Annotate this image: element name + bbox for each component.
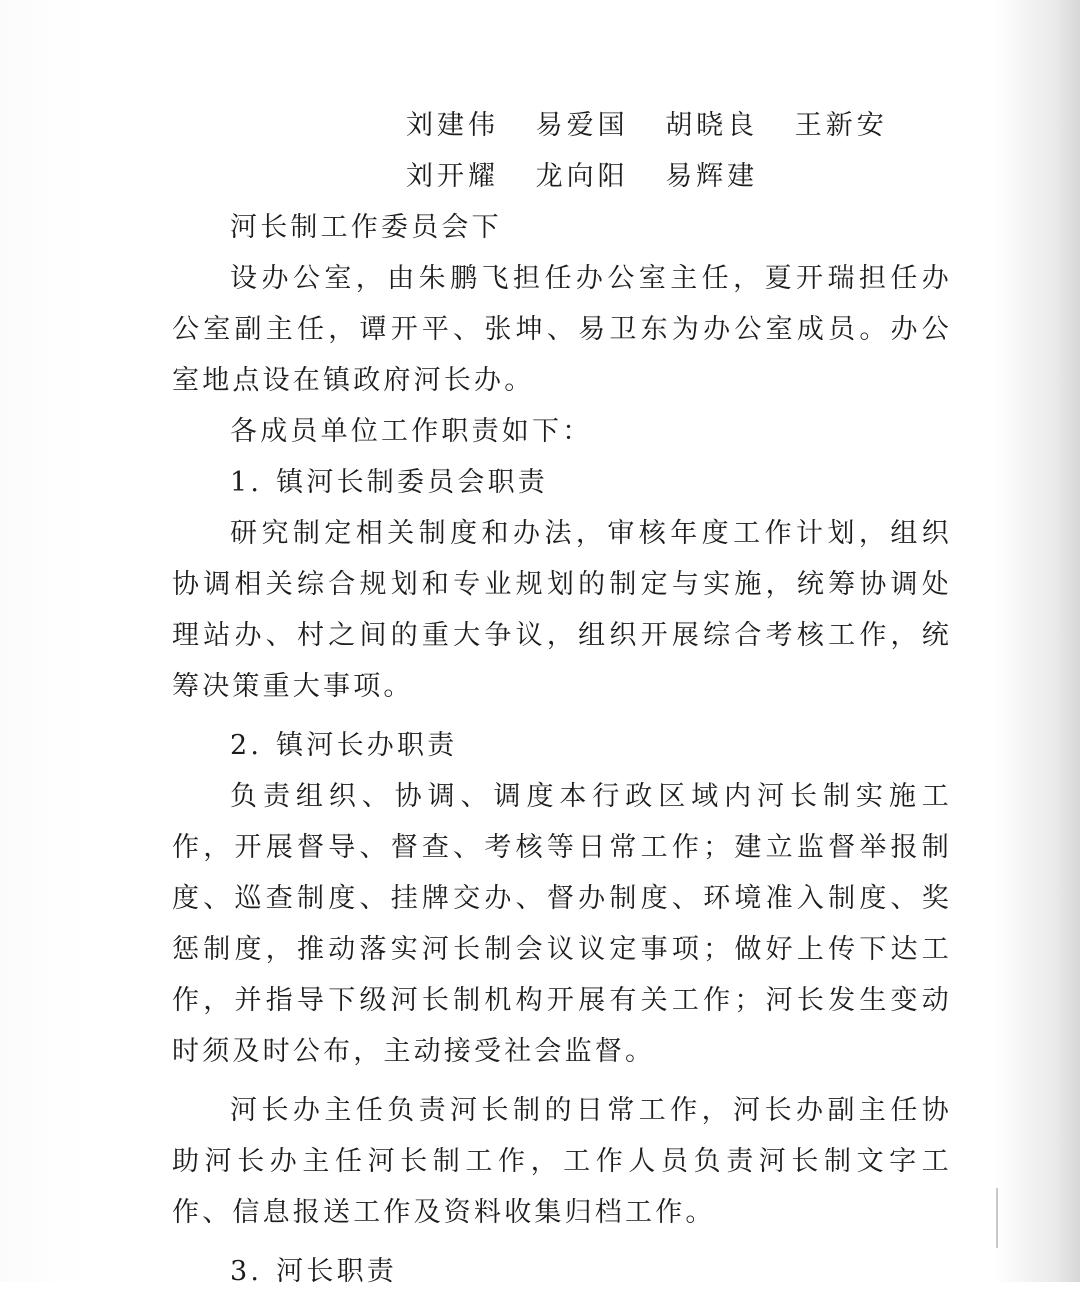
member-names-row-2 [172, 151, 952, 202]
section-2-paragraph-b: 河长办主任负责河长制的日常工作，河长办副主任协助河长办主任河长制工作，工作人员负责河长制文字工作、信息报送工作及资料收集归档工作。 [172, 1095, 952, 1228]
member-name: 易辉建 [665, 161, 759, 192]
committee-line: 河长制工作委员会下 [230, 212, 502, 243]
section-1-paragraph: 研究制定相关制度和办法，审核年度工作计划，组织协调相关综合规划和专业规划的制定与实施，统筹协调处理站办、村之间的重大争议，组织开展综合考核工作，统筹决策重大事项。 [172, 518, 952, 702]
section-number: 1. [230, 467, 263, 498]
office-paragraph: 设办公室，由朱鹏飞担任办公室主任，夏开瑞担任办公室副主任，谭开平、张坤、易卫东为办公室成员。办公室地点设在镇政府河长办。 [172, 263, 952, 396]
member-name: 易爱国 [535, 110, 629, 141]
section-3-heading [172, 1246, 952, 1297]
section-title: 镇河长制委员会职责 [276, 467, 548, 498]
section-title: 镇河长办职责 [276, 730, 458, 761]
section-1-heading [172, 457, 952, 508]
member-name: 刘开耀 [406, 161, 499, 192]
member-name: 龙向阳 [535, 161, 629, 192]
section-2-heading [172, 720, 952, 771]
document-body [172, 100, 952, 1297]
section-2-paragraph-a: 负责组织、协调、调度本行政区域内河长制实施工作，开展督导、督查、考核等日常工作；建立监督举报制度、巡查制度、挂牌交办、督办制度、环境准入制度、奖惩制度，推动落实河长制会议议定事项；做好上传下达工作，并指导下级河长制机构开展有关工作；河长发生变动时须及时公布，主动接受社会监督。 [172, 781, 952, 1067]
section-title: 河长职责 [276, 1256, 397, 1287]
page-edge-line [996, 1188, 998, 1248]
member-name: 胡晓良 [665, 110, 759, 141]
section-number: 3. [230, 1256, 263, 1287]
member-names-row-1 [172, 100, 952, 151]
page-edge-shadow [996, 0, 1080, 1282]
member-name: 刘建伟 [406, 110, 499, 141]
duties-intro-line: 各成员单位工作职责如下： [230, 416, 593, 447]
section-number: 2. [230, 730, 263, 761]
member-name: 王新安 [794, 110, 888, 141]
